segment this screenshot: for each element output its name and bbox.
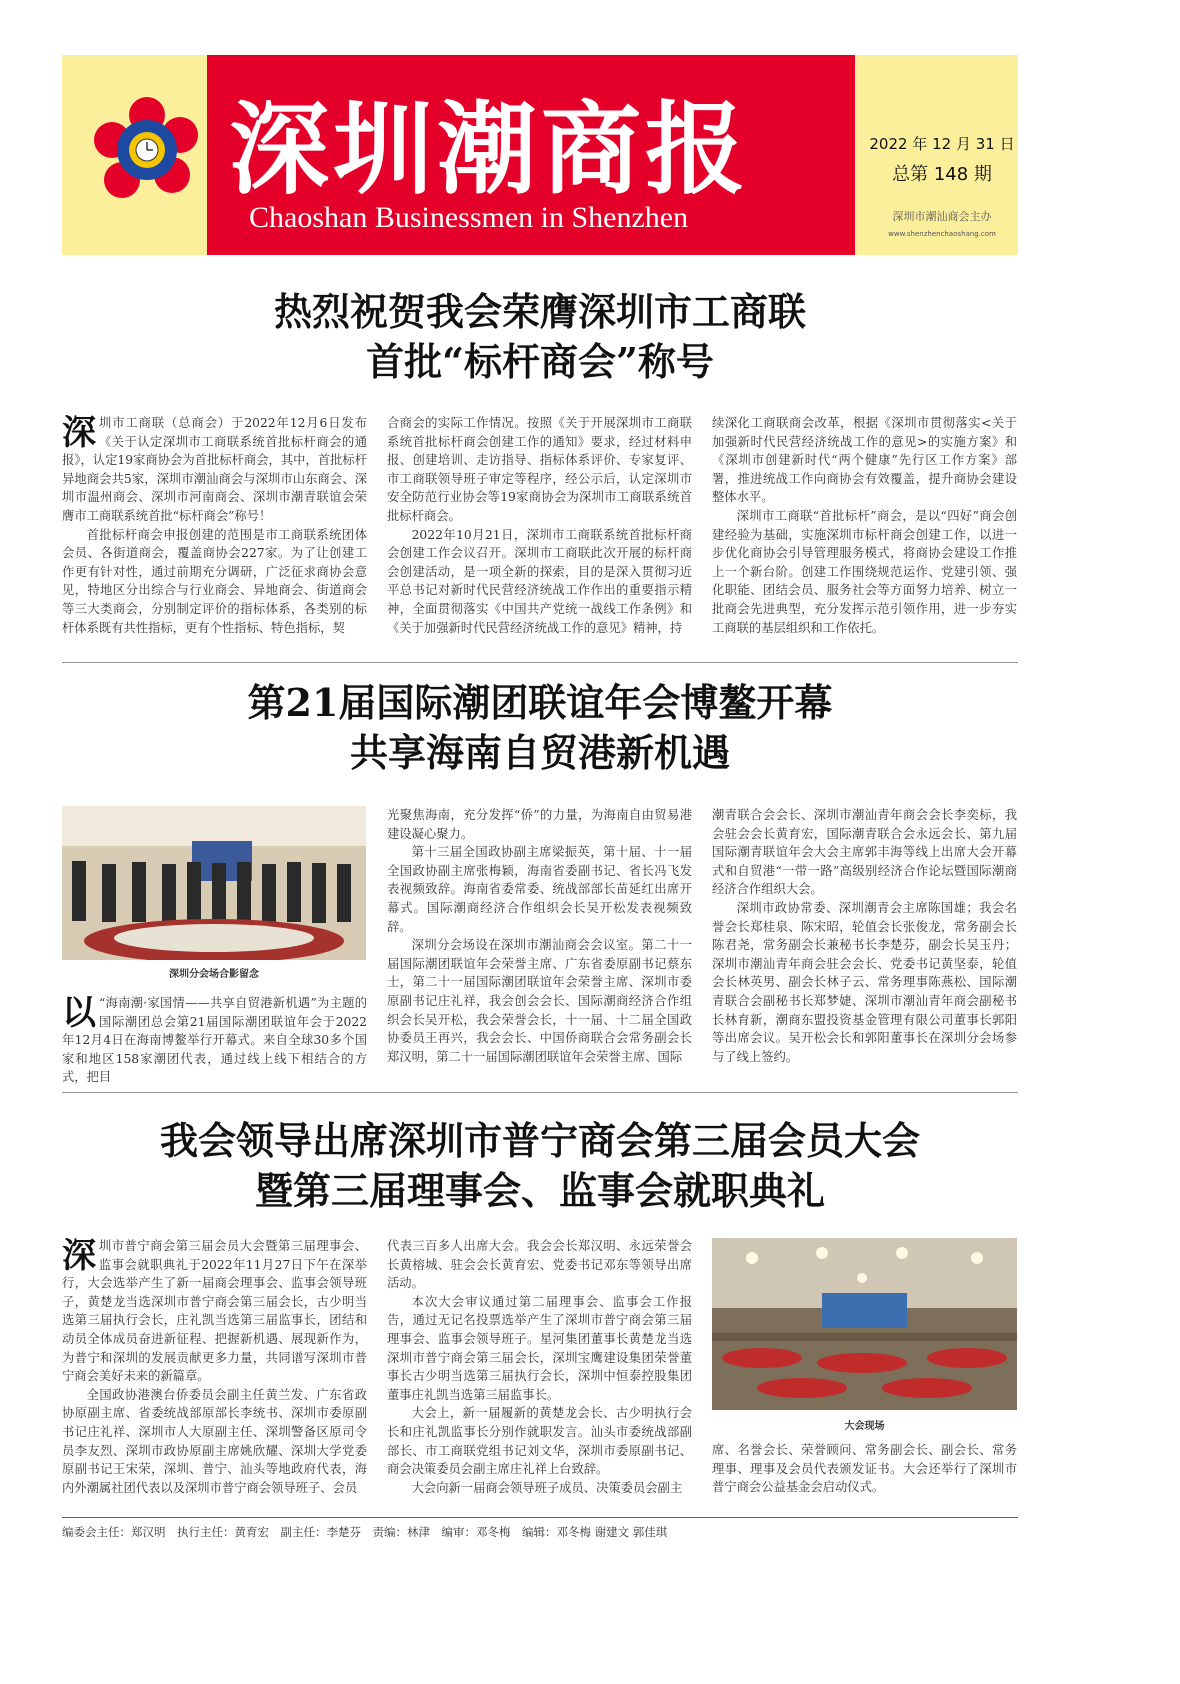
paragraph: 圳市普宁商会第三届会员大会暨第三届理事会、监事会就职典礼于2022年11月27日下午在深举行，大会选举产生了新一届商会理事会、监事会领导班子，黄楚龙当选深圳市普宁商会第三届会长，古少明当选第三届执行会长，庄礼凯当选第三届监事长，团结和动员全体成员奋进新征程、把握新机遇、展现新作为，为普宁和深圳的发展贡献更多力量，共同谱写深圳市普宁商会美好未来的新篇章。: [62, 1239, 367, 1384]
paragraph: 2022年10月21日，深圳市工商联系统首批标杆商会创建工作会议召开。深圳市工商联此次开展的标杆商会创建活动，是一项全新的探索，目的是深入贯彻习近平总书记对新时代民营经济统战工作作出的重要指示精神，全面贯彻落实《中国共产党统一战线工作条例》和《关于加强新时代民营经济统战工作的意见》精神，持: [387, 527, 692, 635]
article1-col2: [387, 414, 692, 637]
paragraph: 全国政协港澳台侨委员会副主任黄兰发、广东省政协原副主席、省委统战部原部长李统书、深圳市委原副书记庄礼祥、深圳市人大原副主任、深圳警备区原司令员李友烈、深圳市政协原副主席姚欣耀、深圳大学党委原副书记王宋荣，深圳、普宁、汕头等地政府代表，海内外潮属社团代表以及深圳市普宁商会领导班子、会员: [62, 1387, 367, 1495]
article3-headline: [62, 1116, 1018, 1216]
paragraph: 深圳市工商联“首批标杆”商会，是以“四好”商会创建经验为基础，实施深圳市标杆商会创建工作，以进一步优化商协会引导管理服务模式，将商协会建设工作推上一个新台阶。创建工作围绕规范运作、党建引领、强化职能、团结会员、服务社会等方面努力培养、树立一批商会先进典型，充分发挥示范引领作用，进一步夯实工商联的基层组织和工作依托。: [712, 508, 1017, 635]
editorial-credits: 编委会主任：郑汉明 执行主任：黄育宏 副主任：李楚芬 责编：林津 编审：邓冬梅 编辑：邓冬梅 谢建文 郭佳琪: [62, 1525, 668, 1539]
paragraph: 大会上，新一届履新的黄楚龙会长、古少明执行会长和庄礼凯监事长分别作就职发言。汕头市委统战部副部长、市工商联党组书记刘文华，深圳市委原副书记、商会决策委员会副主席庄礼祥上台致辞。: [387, 1406, 692, 1477]
paragraph: 席、名誉会长、荣誉顾问、常务副会长、副会长、常务理事、理事及会员代表颁发证书。大会还举行了深圳市普宁商会公益基金会启动仪式。: [712, 1443, 1017, 1495]
headline-line: 我会领导出席深圳市普宁商会第三届会员大会: [159, 1118, 920, 1163]
paragraph: 圳市工商联（总商会）于2022年12月6日发布《关于认定深圳市工商联系统首批标杆商会的通报》，认定19家商协会为首批标杆商会，其中，首批标杆异地商会共5家，深圳市潮汕商会与深圳市山东商会、深圳市温州商会、深圳市河南商会、深圳市潮青联谊会荣膺市工商联系统首批“标杆商会”称号！: [62, 416, 367, 523]
article2-col3: [712, 806, 1017, 1066]
issue-info: [867, 133, 1017, 238]
paragraph: 首批标杆商会申报创建的范围是市工商联系统团体会员、各街道商会，覆盖商协会227家。为了让创建工作更有针对性，通过前期充分调研，广泛征求商协会意见，特地区分出综合与行业商会、异地商会、街道商会等三大类商会，分别制定评价的指标体系，各类别的标杆体系既有共性指标，更有个性指标、特色指标，契: [62, 527, 367, 635]
drop-cap: 深: [62, 1236, 96, 1276]
paragraph: 续深化工商联商会改革，根据《深圳市贯彻落实<关于加强新时代民营经济统战工作的意见>的实施方案》和《深圳市创建新时代“两个健康”先行区工作方案》部署，推进统战工作向商协会有效覆盖，提升商协会建设整体水平。: [712, 416, 1017, 505]
masthead-title-band: [207, 55, 855, 255]
paragraph: 深圳市政协常委、深圳潮青会主席陈国雄；我会名誉会长郑桂泉、陈宋昭，轮值会长张俊龙，常务副会长陈君尧，常务副会长兼秘书长李楚芬，副会长吴玉丹；深圳市潮汕青年商会驻会会长、党委书记黄坚泰，轮值会长林英男、副会长林子云、常务理事陈燕松、国际潮青联合会副秘书长郑梦婕、深圳市潮汕青年商会副秘书长林育新，潮商东盟投资基金管理有限公司董事长郭阳等出席会议。吴开松会长和郭阳董事长在深圳分会场参与了线上签约。: [712, 900, 1017, 1064]
newspaper-subtitle: Chaoshan Businessmen in Shenzhen: [249, 201, 689, 234]
article1-col1: [62, 414, 367, 637]
headline-line: 共享海南自贸港新机遇: [349, 730, 730, 775]
photo-caption: 深圳分会场合影留念: [169, 969, 259, 980]
article1-headline: [62, 287, 1018, 387]
divider: [62, 662, 1018, 663]
article1-col3: [712, 414, 1017, 637]
headline-line: 暨第三届理事会、监事会就职典礼: [254, 1168, 825, 1213]
paragraph: 合商会的实际工作情况。按照《关于开展深圳市工商联系统首批标杆商会创建工作的通知》要求，经过材料申报、创建培训、走访指导、指标体系评价、专家复评、市工商联领导班子审定等程序，经公示后，认定深圳市安全防范行业协会等19家商协会为深圳市工商联系统首批标杆商会。: [387, 416, 692, 523]
headline-line: 首批“标杆商会”称号: [366, 339, 714, 384]
drop-cap: 以: [62, 993, 96, 1033]
paragraph: 光聚焦海南，充分发挥“侨”的力量，为海南自由贸易港建设凝心聚力。: [387, 808, 692, 841]
newspaper-title: 深圳潮商报: [229, 90, 749, 208]
paragraph: “海南潮·家国情——共享自贸港新机遇”为主题的国际潮团总会第21届国际潮团联谊年会于2022年12月4日在海南博鳌举行开幕式。来自全球30多个国家和地区158家潮团代表，通过线上线下相结合的方式，把目: [62, 996, 367, 1085]
article3-col2: [387, 1237, 692, 1497]
article3-col1: [62, 1237, 367, 1497]
photo-caption: 大会现场: [844, 1421, 885, 1432]
drop-cap: 深: [62, 413, 96, 453]
article2-col1: [62, 994, 367, 1087]
divider: [62, 1517, 1018, 1518]
article3-col3: [712, 1441, 1017, 1497]
website-link[interactable]: www.shenzhenchaoshang.com: [888, 230, 996, 238]
paragraph: 大会向新一届商会领导班子成员、决策委员会副主: [411, 1480, 683, 1495]
divider: [62, 1092, 1018, 1093]
article2-col2: [387, 806, 692, 1066]
paragraph: 潮青联合会会长、深圳市潮汕青年商会会长李奕标，我会驻会会长黄育宏，国际潮青联合会永远会长、第九届国际潮青联谊年会大会主席郭丰海等线上出席大会开幕式和自贸港“一带一路”高级别经济合作论坛暨国际潮商经济合作组织大会。: [712, 808, 1017, 897]
masthead: [62, 55, 1018, 255]
paragraph: 深圳分会场设在深圳市潮汕商会会议室。第二十一届国际潮团联谊年会荣誉主席、广东省委原副书记蔡东士，第二十一届国际潮团联谊年会荣誉主席、深圳市委原副书记庄礼祥，我会创会会长、国际潮商经济合作组织会长吴开松，我会荣誉会长，十一届、十二届全国政协委员王再兴，我会会长、中国侨商联合会常务副会长郑汉明，第二十一届国际潮团联谊年会荣誉主席、国际: [387, 938, 692, 1064]
headline-line: 第21届国际潮团联谊年会博鳌开幕: [247, 680, 833, 725]
issue-number: 总第 148 期: [892, 164, 992, 185]
chamber-logo: [92, 95, 202, 205]
issue-date: 2022 年 12 月 31 日: [869, 135, 1015, 153]
article2-headline: [62, 678, 1018, 778]
group-photo: [62, 806, 366, 960]
paragraph: 代表三百多人出席大会。我会会长郑汉明、永远荣誉会长黄榕城、驻会会长黄育宏、党委书记邓东等领导出席活动。: [387, 1239, 692, 1291]
paragraph: 本次大会审议通过第二届理事会、监事会工作报告，通过无记名投票选举产生了深圳市普宁商会第三届理事会、监事会领导班子。星河集团董事长黄楚龙当选深圳市普宁商会第三届会长，深圳宝鹰建设集团荣誉董事长古少明当选第三届执行会长，深圳中恒泰控股集团董事庄礼凯当选第三届监事长。: [387, 1294, 692, 1402]
publisher: 深圳市潮汕商会主办: [892, 210, 992, 223]
paragraph: 第十三届全国政协副主席梁振英，第十届、十一届全国政协副主席张梅颖，海南省委副书记、省长冯飞发表视频致辞。海南省委常委、统战部部长苗延红出席开幕式。国际潮商经济合作组织会长吴开松发表视频致辞。: [387, 845, 692, 934]
headline-line: 热烈祝贺我会荣膺深圳市工商联: [273, 289, 806, 334]
conference-photo: [712, 1238, 1017, 1410]
